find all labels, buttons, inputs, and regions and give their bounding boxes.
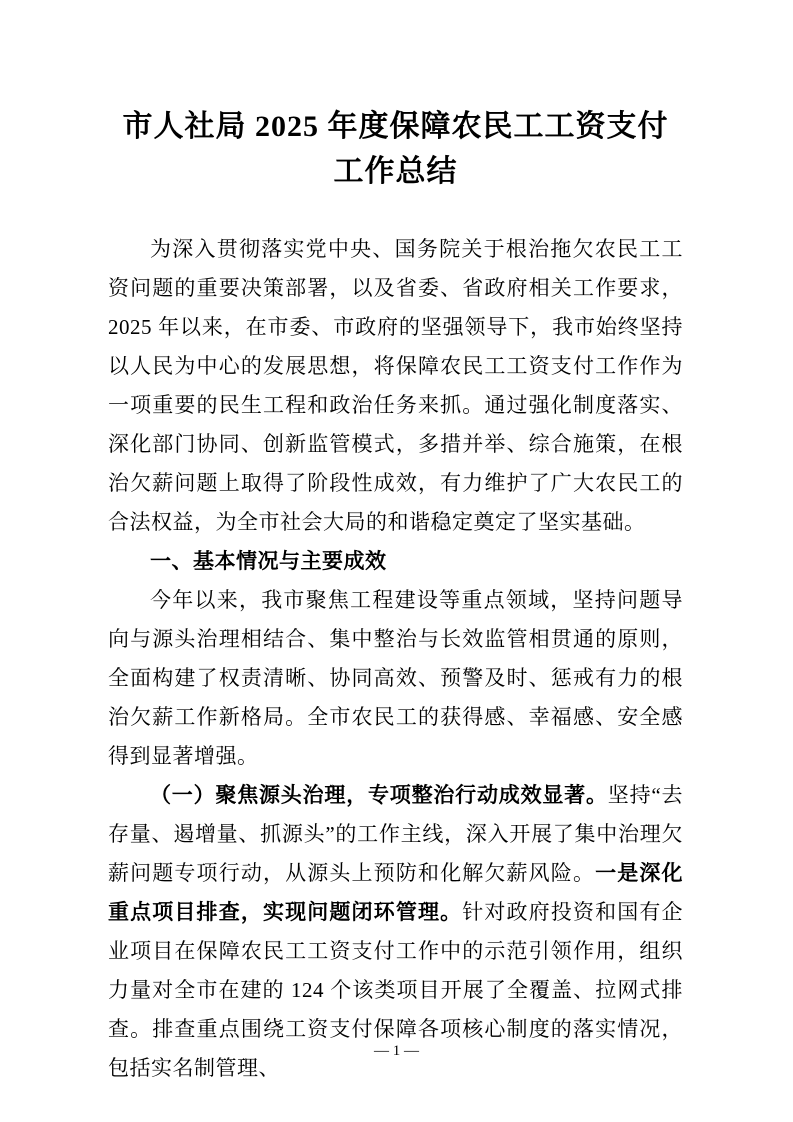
document-title-line-1: 市人社局 2025 年度保障农民工工资支付 [122, 110, 669, 143]
page-number: — 1 — [374, 1043, 419, 1059]
section-heading [108, 542, 683, 581]
document-body [108, 230, 683, 1088]
paragraph [108, 581, 683, 776]
document-title-line-2: 工作总结 [333, 155, 458, 188]
paragraph [108, 776, 683, 1088]
text-run: 一、基本情况与主要成效 [150, 550, 387, 573]
document-title [108, 104, 683, 194]
text-run: 为深入贯彻落实党中央、国务院关于根治拖欠农民工工资问题的重要决策部署，以及省委、省政府相关工作要求，2025 年以来，在市委、市政府的坚强领导下，我市始终坚持以人民为中心的发展思想，将保障农民工工资支付工作作为一项重要的民生工程和政治任务来抓。通过强化制度落实、深化部门协同、创新监管模式，多措并举、综合施策，在根治欠薪问题上取得了阶段性成效，有力维护了广大农民工的合法权益，为全市社会大局的和谐稳定奠定了坚实基础。 [108, 237, 683, 534]
text-run: 一是深化重点项目排查，实现问题闭环管理。 [108, 862, 683, 924]
text-run: 针对政府投资和国有企业项目在保障农民工工资支付工作中的示范引领作用，组织力量对全市在建的 124 个该类项目开展了全覆盖、拉网式排查。排查重点围绕工资支付保障各项核心制度的落实情况，包括实名制管理、 [108, 900, 684, 1080]
paragraph [108, 230, 683, 542]
text-run: 坚持“去存量、遏增量、抓源头”的工作主线，深入开展了集中治理欠薪问题专项行动，从源头上预防和化解欠薪风险。 [108, 783, 683, 885]
text-run: 今年以来，我市聚焦工程建设等重点领域，坚持问题导向与源头治理相结合、集中整治与长效监管相贯通的原则，全面构建了权责清晰、协同高效、预警及时、惩戒有力的根治欠薪工作新格局。全市农民工的获得感、幸福感、安全感得到显著增强。 [108, 588, 683, 768]
text-run: （一）聚焦源头治理，专项整治行动成效显著。 [150, 784, 608, 807]
